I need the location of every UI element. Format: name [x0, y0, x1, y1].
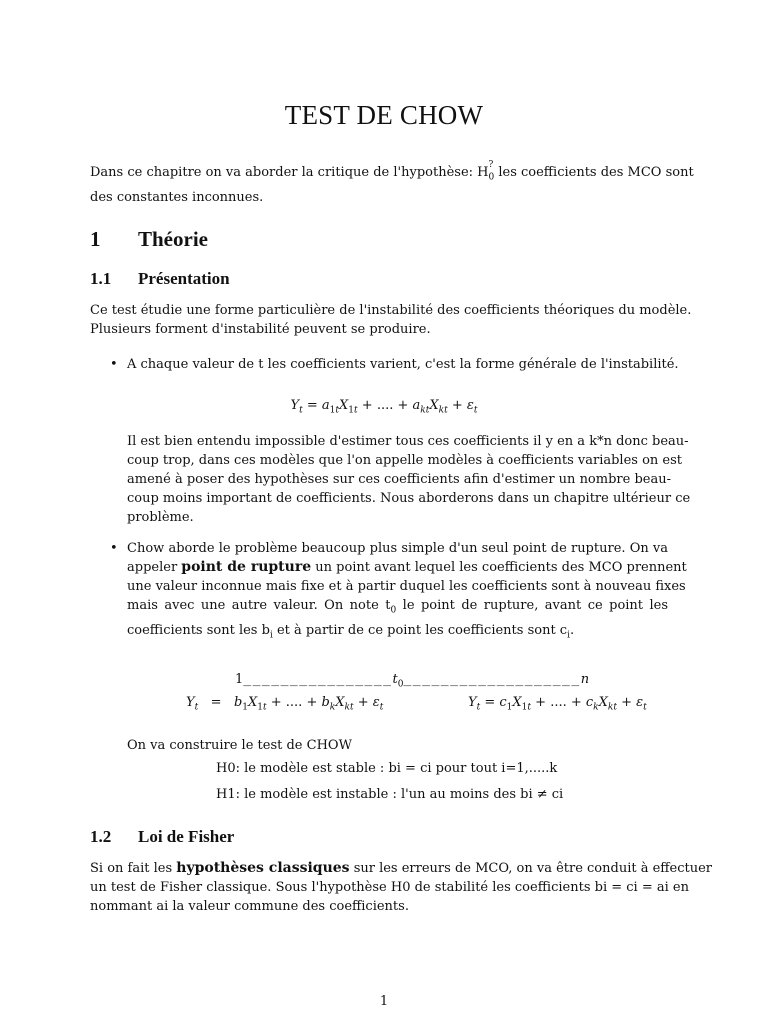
section-1-2-heading: 1.2 Loi de Fisher [90, 827, 235, 846]
presentation-paragraph: Ce test étudie une forme particulière de l'instabilité des coefficients théoriques du modèle. Plusieurs forment d'instabilité peuvent se produire. [90, 303, 692, 337]
hypothesis-h0: H0: le modèle est stable : bi = ci pour tout i=1,.....k [216, 761, 558, 776]
bullet-1-marker: • [110, 357, 118, 372]
hypothesis-h1: H1: le modèle est instable : l'un au moins des bi ≠ ci [216, 787, 564, 802]
intro-paragraph [90, 160, 694, 207]
timeline: $1\_\_\_\_\_\_\_\_\_\_\_\_\_\_\_\_t_0\_\_\_\_\_\_\_\_\_\_\_\_\_\_\_\_\_\_\_n$ [235, 672, 590, 690]
bullet-2-marker: • [110, 541, 118, 556]
term-point-de-rupture: point de rupture [181, 559, 312, 575]
intro-line-1: Dans ce chapitre on va aborder la critique de l'hypothèse: H ? $_0$ les coefficients des MCO sont [90, 160, 694, 183]
page-title: TEST DE CHOW [284, 100, 484, 130]
bullet-1-paragraph: Il est bien entendu impossible d'estimer tous ces coefficients il y en a k*n donc beau- coup trop, dans ces modèles que l'on appelle modèles à coefficients variables on est amené à poser des hypothèses sur ces coefficients afin d'estimer un nombre beau- coup moins important de coefficients. Nous aborderons dans un chapitre ultérieur ce problème. [127, 434, 691, 525]
equation-general: $Y_t = a_{1t}X_{1t}$ + .... + $a_{kt}X_{kt} + \varepsilon_t$ [290, 398, 478, 416]
equation-after-break: $Y_t = c_1X_{1t}$ + .... + $c_kX_{kt} + \varepsilon_t$ [468, 695, 647, 713]
page-number: 1 [379, 994, 389, 1009]
bullet-1-text: A chaque valeur de t les coefficients varient, c'est la forme générale de l'instabilité. [127, 357, 679, 372]
equation-before-break: $Y_t$ = $b_1X_{1t}$ + .... + $b_kX_{kt} + \varepsilon_t$ [186, 695, 384, 713]
bullet-2-paragraph: Chow aborde le problème beaucoup plus simple d'un seul point de rupture. On va appeler point de rupture un point avant lequel les coefficients des MCO prennent une valeur inconnue mais fixe et à partir duquel les coefficients sont à nouveau fixes mais avec une autre valeur. On note $t_0$ le point de rupture, avant ce point les coefficients sont les $b_i$ et à partir de ce point les coefficients sont $c_i$. [127, 541, 687, 641]
section-1-heading: 1 Théorie [90, 227, 208, 251]
section-1-1-heading: 1.1 Présentation [90, 269, 230, 288]
term-hypotheses-classiques: hypothèses classiques [176, 860, 350, 876]
fisher-paragraph: Si on fait les hypothèses classiques sur les erreurs de MCO, on va être conduit à effectuer un test de Fisher classique. Sous l'hypothèse H0 de stabilité les coefficients bi = ci = ai en nommant ai la valeur commune des coefficients. [90, 860, 713, 914]
intro-line-2: des constantes inconnues. [90, 189, 264, 205]
chow-test-intro: On va construire le test de CHOW [127, 738, 352, 753]
